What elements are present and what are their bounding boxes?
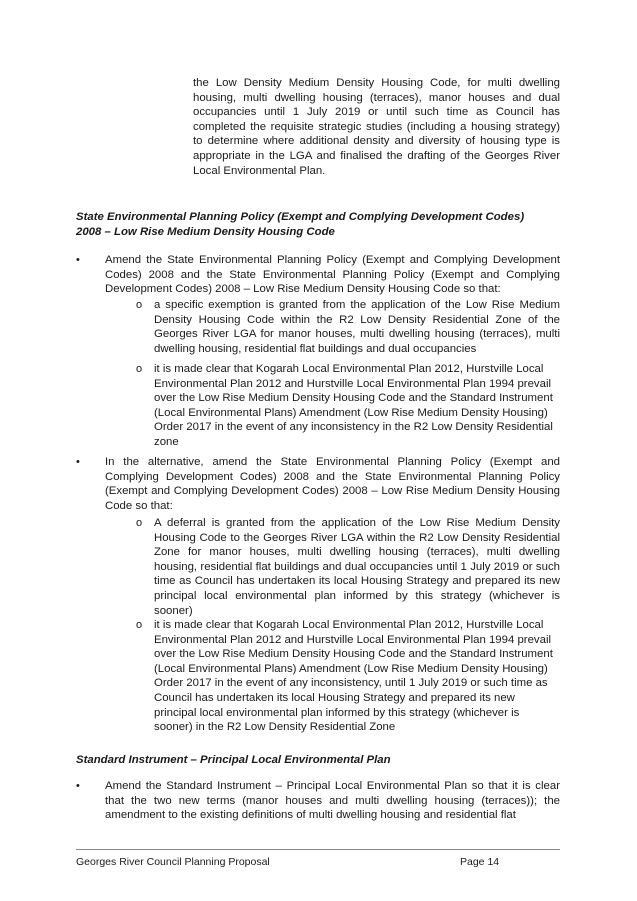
list-item-text: Amend the State Environmental Planning Policy (Exempt and Complying Development Codes) 2008 and the State Environmental Planning Policy (Exempt and Complying Development Codes) 2008 – Low Rise Medium Density Housing Code so that: [105,254,560,296]
bullet-icon: • [76,780,80,792]
footer-title: Georges River Council Planning Proposal [76,856,270,868]
sub-bullet-icon: o [136,299,143,311]
list-item [76,253,560,297]
list-item [76,779,560,823]
list-item [76,455,560,513]
sub-list-item-text: it is made clear that Kogarah Local Environmental Plan 2012, Hurstville Local Environmental Plan 2012 and Hurstville Local Environmental Plan 1994 prevail over the Low Rise Medium Density Housing Code and the Standard Instrument (Local Environmental Plans) Amendment (Low Rise Medium Density Housing) Order 2017 in the event of any inconsistency, until 1 July 2019 or such time as Council has undertaken its local Housing Strategy and prepared its new principal local environmental plan informed by this strategy (whichever is sooner) in the R2 Low Density Residential Zone [154,619,553,734]
sub-list-item-text: A deferral is granted from the application of the Low Rise Medium Density Housing Code to the Georges River LGA within the R2 Low Density Residential Zone for manor houses, multi dwelling housing (terraces), multi dwelling housing, residential flat buildings and dual occupancies until 1 July 2019 or such time as Council has undertaken its local Housing Strategy and prepared its new principal local environmental plan informed by this strategy (whichever is sooner) [154,517,560,617]
sub-bullet-icon: o [136,363,143,375]
list-item-text: Amend the Standard Instrument – Principal Local Environmental Plan so that it is clear that the two new terms (manor houses and multi dwelling housing (terraces)); the amendment to the existing definitions of multi dwelling housing and residential flat [105,780,560,822]
bullet-icon: • [76,254,80,266]
section-heading-standard-instrument: Standard Instrument – Principal Local Environmental Plan [76,754,391,766]
section-heading-line-2: 2008 – Low Rise Medium Density Housing Code [76,225,335,238]
bullet-icon: • [76,456,80,468]
sub-list-item-text: a specific exemption is granted from the application of the Low Rise Medium Density Housing Code within the R2 Low Density Residential Zone of the Georges River LGA for manor houses, multi dwelling housing (terraces), multi dwelling housing, residential flat buildings and dual occupancies [154,299,560,355]
sub-bullet-icon: o [136,517,143,529]
list-item-text: In the alternative, amend the State Environmental Planning Policy (Exempt and Complying Development Codes) 2008 and the State Environmental Planning Policy (Exempt and Complying Development Codes) 2008 – Low Rise Medium Density Housing Code so that: [105,456,560,512]
footer-divider [76,849,560,850]
sub-list-item [136,618,560,735]
continuation-paragraph: the Low Density Medium Density Housing Code, for multi dwelling housing, multi dwelling housing (terraces), manor houses and dual occupancies until 1 July 2019 or until such time as Council has completed the requisite strategic studies (including a housing strategy) to determine where additional density and diversity of housing type is appropriate in the LGA and finalised the drafting of the Georges River Local Environmental Plan. [193,77,560,177]
section-heading-sepp [76,210,560,239]
sub-bullet-icon: o [136,619,143,631]
page-number: Page 14 [460,856,500,868]
section-heading-line-1: State Environmental Planning Policy (Exempt and Complying Development Codes) [76,211,525,223]
sub-list-item-text: it is made clear that Kogarah Local Environmental Plan 2012, Hurstville Local Environmental Plan 2012 and Hurstville Local Environmental Plan 1994 prevail over the Low Rise Medium Density Housing Code and the Standard Instrument (Local Environmental Plans) Amendment (Low Rise Medium Density Housing) Order 2017 in the event of any inconsistency in the R2 Low Density Residential zone [154,363,553,448]
sub-list-item [136,298,560,356]
sub-list-item [136,362,560,450]
sub-list-item [136,516,560,618]
